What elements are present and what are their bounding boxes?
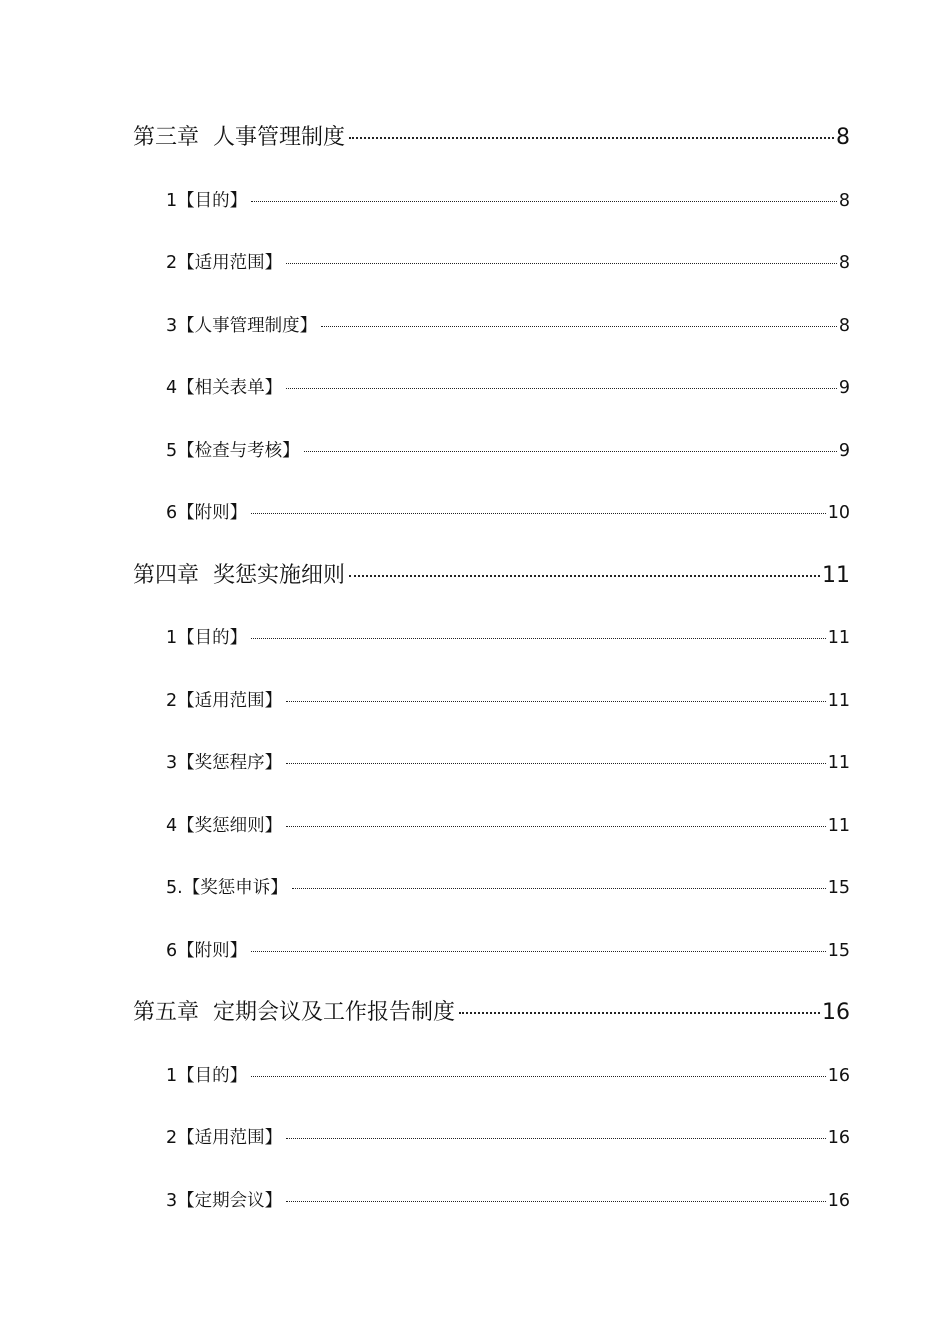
toc-entry-chapter-5[interactable] xyxy=(0,995,850,1058)
toc-entry-title: 3【人事管理制度】 xyxy=(166,315,318,336)
toc-dot-leader xyxy=(321,326,837,327)
toc-entry-section[interactable] xyxy=(0,683,850,746)
toc-entry-chapter-3[interactable] xyxy=(0,120,850,183)
toc-entry-title: 5【检查与考核】 xyxy=(166,440,300,461)
toc-page-number: 8 xyxy=(838,253,850,273)
toc-entry-chapter-4[interactable] xyxy=(0,558,850,621)
toc-dot-leader xyxy=(459,1012,820,1014)
toc-entry-title: 3【奖惩程序】 xyxy=(166,753,283,773)
toc-entry-section[interactable] xyxy=(0,933,850,996)
toc-entry-section[interactable] xyxy=(0,370,850,433)
toc-dot-leader xyxy=(304,451,837,452)
toc-entry-section[interactable] xyxy=(0,620,850,683)
toc-entry-section[interactable] xyxy=(0,308,850,371)
toc-dot-leader xyxy=(292,888,826,889)
toc-dot-leader xyxy=(286,1201,826,1202)
toc-page-number: 8 xyxy=(838,315,850,336)
toc-dot-leader xyxy=(251,201,837,202)
toc-entry-title: 1【目的】 xyxy=(166,628,248,648)
toc-page-number: 11 xyxy=(827,628,850,648)
toc-entry-section[interactable] xyxy=(0,870,850,933)
toc-entry-title: 第三章 人事管理制度 xyxy=(133,125,345,150)
toc-entry-title: 4【相关表单】 xyxy=(166,378,283,398)
toc-dot-leader xyxy=(251,638,826,639)
toc-entry-section[interactable] xyxy=(0,495,850,558)
toc-page-number: 9 xyxy=(838,440,850,461)
toc-entry-title: 4【奖惩细则】 xyxy=(166,815,283,836)
toc-page-number: 16 xyxy=(822,1000,850,1025)
toc-entry-title: 6【附则】 xyxy=(166,940,248,961)
toc-entry-section[interactable] xyxy=(0,433,850,496)
toc-entry-section[interactable] xyxy=(0,1120,850,1183)
toc-entry-title: 第五章 定期会议及工作报告制度 xyxy=(133,1000,455,1025)
toc-entry-title: 1【目的】 xyxy=(166,190,248,211)
toc-dot-leader xyxy=(286,1138,826,1139)
toc-page-number: 8 xyxy=(836,125,850,150)
toc-dot-leader xyxy=(286,701,826,702)
toc-page-number: 11 xyxy=(822,562,850,588)
toc-dot-leader xyxy=(349,575,820,577)
toc-entry-title: 2【适用范围】 xyxy=(166,690,283,711)
toc-entry-title: 2【适用范围】 xyxy=(166,1128,283,1148)
toc-dot-leader xyxy=(286,826,826,827)
toc-entry-section[interactable] xyxy=(0,808,850,871)
toc-dot-leader xyxy=(286,388,837,389)
toc-page-number: 11 xyxy=(827,815,850,836)
toc-entry-title: 2【适用范围】 xyxy=(166,253,283,273)
toc-entry-section[interactable] xyxy=(0,183,850,246)
toc-dot-leader xyxy=(251,951,826,952)
toc-entry-title: 3【定期会议】 xyxy=(166,1190,283,1211)
toc-entry-section[interactable] xyxy=(0,745,850,808)
toc-page-number: 9 xyxy=(838,378,850,398)
toc-page-number: 16 xyxy=(827,1065,850,1086)
toc-dot-leader xyxy=(251,513,826,514)
toc-entry-title: 6【附则】 xyxy=(166,503,248,523)
toc-dot-leader xyxy=(286,263,837,264)
toc-entry-section[interactable] xyxy=(0,245,850,308)
toc-page-number: 15 xyxy=(827,878,850,898)
toc-entry-section[interactable] xyxy=(0,1058,850,1121)
toc-dot-leader xyxy=(286,763,826,764)
toc-page-number: 15 xyxy=(827,940,850,961)
toc-dot-leader xyxy=(349,137,834,139)
toc-page-number: 16 xyxy=(827,1128,850,1148)
toc-page-number: 16 xyxy=(827,1190,850,1211)
toc-entry-title: 第四章 奖惩实施细则 xyxy=(133,562,345,588)
toc-page-number: 11 xyxy=(827,753,850,773)
toc-dot-leader xyxy=(251,1076,826,1077)
toc-page-number: 11 xyxy=(827,690,850,711)
toc-page-number: 8 xyxy=(838,190,850,211)
toc-entry-title: 5.【奖惩申诉】 xyxy=(166,878,288,898)
toc-entry-section[interactable] xyxy=(0,1183,850,1246)
toc-page-number: 10 xyxy=(827,503,850,523)
toc-entry-title: 1【目的】 xyxy=(166,1065,248,1086)
